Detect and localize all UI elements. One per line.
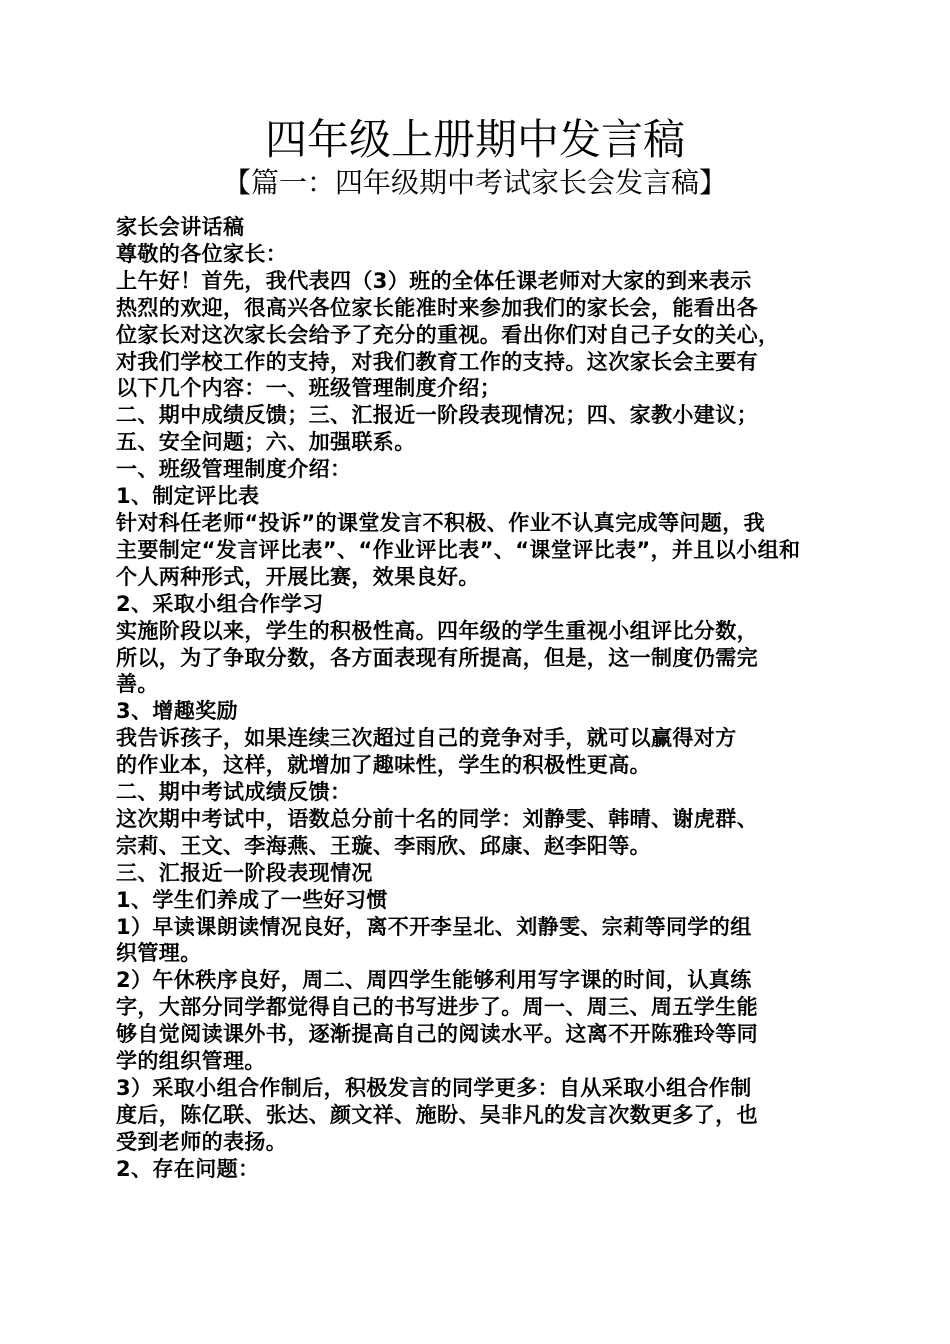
document-subtitle: 【篇一：四年级期中考试家长会发言稿】 (222, 166, 727, 199)
body-line: 位家长对这次家长会给予了充分的重视。看出你们对自己子女的关心， (116, 322, 780, 347)
body-line: 热烈的欢迎，很高兴各位家长能准时来参加我们的家长会，能看出各 (116, 295, 758, 320)
body-line: 我告诉孩子，如果连续三次超过自己的竞争对手，就可以赢得对方 (116, 726, 737, 751)
body-line: 一、班级管理制度介绍： (116, 457, 352, 482)
body-line: 以下几个内容：一、班级管理制度介绍； (116, 376, 502, 401)
body-line: 2）午休秩序良好，周二、周四学生能够利用写字课的时间，认真练 (116, 968, 752, 993)
body-line: 度后，陈亿联、张达、颜文祥、施盼、吴非凡的发言次数更多了，也 (116, 1102, 758, 1127)
body-line: 上午好！首先，我代表四（3）班的全体任课老师对大家的到来表示 (116, 268, 752, 293)
body-line: 受到老师的表扬。 (116, 1129, 288, 1154)
body-line: 3、增趣奖励 (116, 699, 239, 724)
body-line: 3）采取小组合作制后，积极发言的同学更多：自从采取小组合作制 (116, 1076, 752, 1100)
body-line: 家长会讲话稿 (116, 215, 245, 239)
body-line: 2、存在问题： (116, 1156, 260, 1181)
body-line: 所以，为了争取分数，各方面表现有所提高，但是，这一制度仍需完 (116, 645, 758, 670)
body-line: 善。 (116, 672, 159, 697)
body-line: 五、安全问题；六、加强联系。 (116, 430, 416, 455)
body-line: 1）早读课朗读情况良好，离不开李呈北、刘静雯、宗莉等同学的组 (116, 914, 752, 939)
body-line: 学的组织管理。 (116, 1049, 266, 1074)
body-line: 尊敬的各位家长： (116, 241, 288, 266)
body-line: 2、采取小组合作学习 (116, 591, 324, 616)
document-title: 四年级上册期中发言稿 (264, 115, 685, 164)
body-line: 织管理。 (116, 941, 202, 966)
body-line: 三、汇报近一阶段表现情况 (116, 860, 373, 885)
body-line: 够自觉阅读课外书，逐渐提高自己的阅读水平。这离不开陈雅玲等同 (116, 1022, 758, 1047)
body-line: 1、学生们养成了一些好习惯 (116, 887, 388, 912)
body-line: 对我们学校工作的支持，对我们教育工作的支持。这次家长会主要有 (116, 349, 758, 374)
body-line: 二、期中成绩反馈；三、汇报近一阶段表现情况；四、家教小建议； (116, 403, 758, 428)
body-line: 实施阶段以来，学生的积极性高。四年级的学生重视小组评比分数， (116, 618, 758, 643)
body-line: 的作业本，这样，就增加了趣味性，学生的积极性更高。 (116, 753, 651, 778)
body-line: 1、制定评比表 (116, 484, 260, 509)
body-line: 二、期中考试成绩反馈： (116, 780, 352, 805)
document-body (116, 214, 838, 1183)
body-line: 针对科任老师“投诉”的课堂发言不积极、作业不认真完成等问题，我 (116, 510, 766, 535)
body-line: 字，大部分同学都觉得自己的书写进步了。周一、周三、周五学生能 (116, 995, 758, 1020)
body-line: 宗莉、王文、李海燕、王璇、李雨欣、邱康、赵李阳等。 (116, 833, 651, 858)
body-line: 个人两种形式，开展比赛，效果良好。 (116, 564, 480, 589)
body-line: 这次期中考试中，语数总分前十名的同学：刘静雯、韩晴、谢虎群、 (116, 806, 758, 831)
body-line: 主要制定“发言评比表”、“作业评比表”、“课堂评比表”，并且以小组和 (116, 537, 801, 562)
